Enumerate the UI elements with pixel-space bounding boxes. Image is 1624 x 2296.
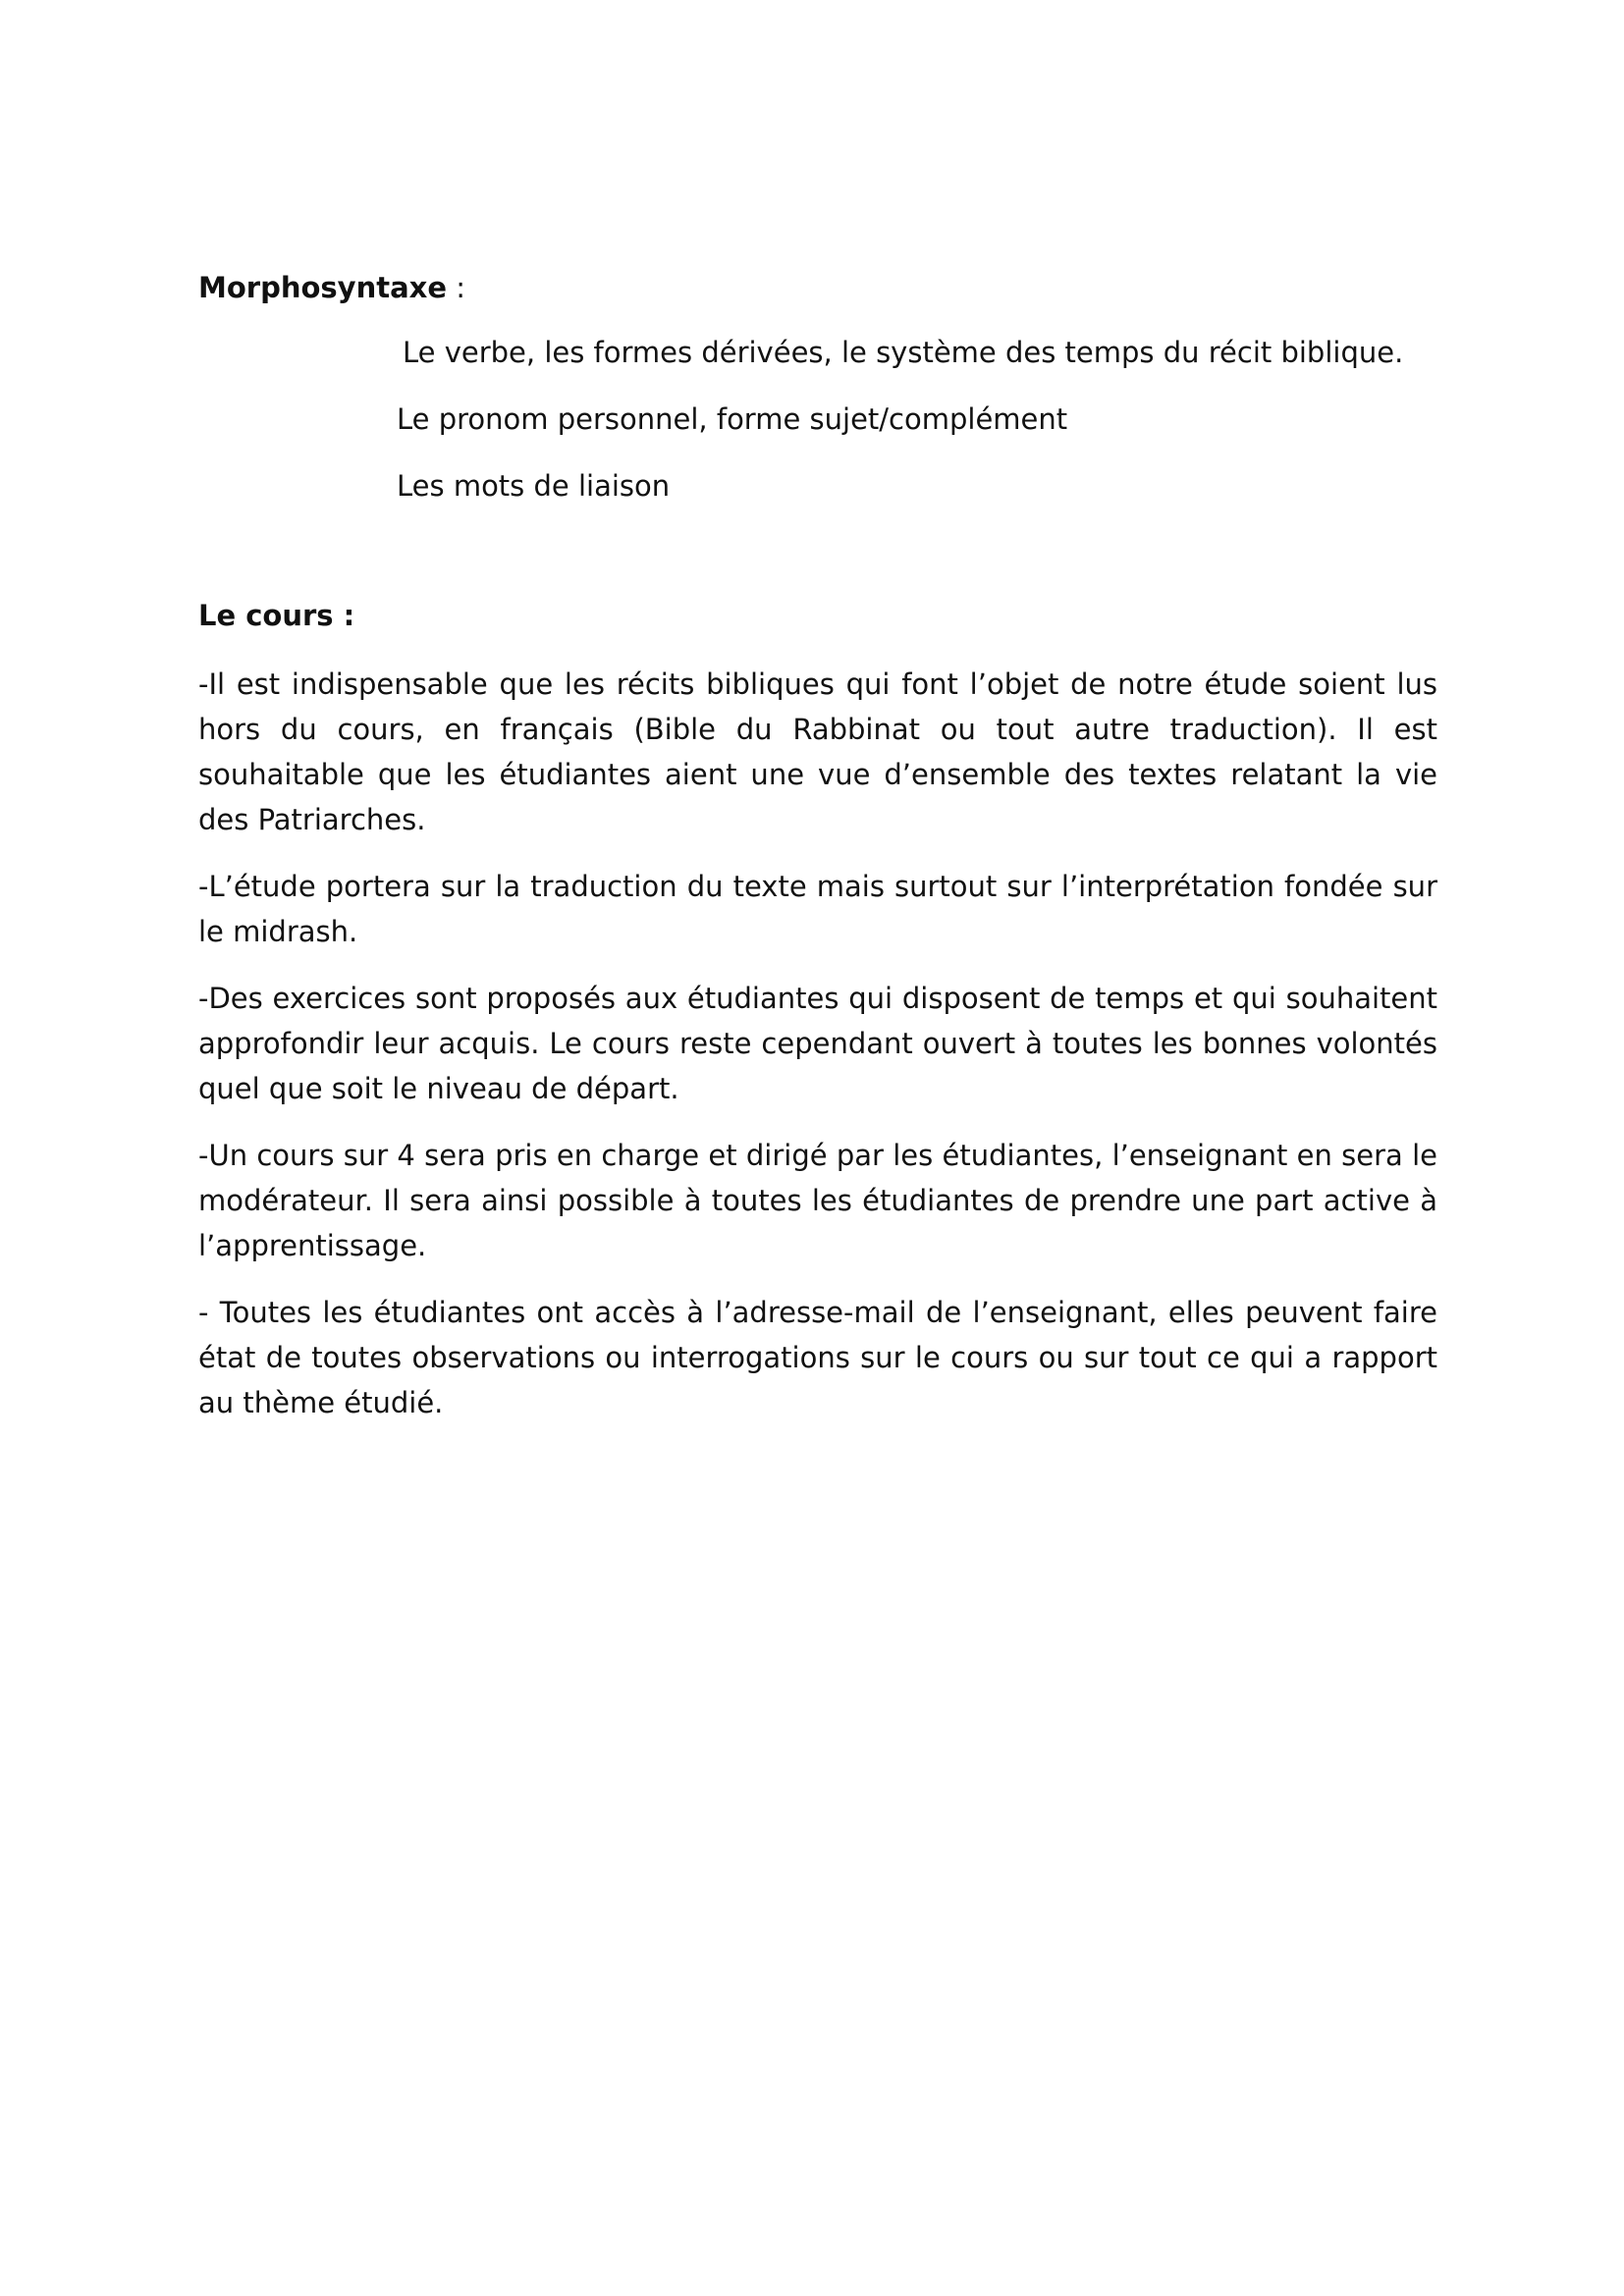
- morphosyntaxe-colon: :: [447, 271, 466, 304]
- morphosyntaxe-item-pronom: Le pronom personnel, forme sujet/complément: [397, 402, 1068, 436]
- cours-paragraph-etude: -L’étude portera sur la traduction du texte mais surtout sur l’interprétation fondée sur le midrash.: [198, 870, 1437, 948]
- morphosyntaxe-item-verbe: Le verbe, les formes dérivées, le système des temps du récit biblique.: [403, 336, 1404, 369]
- morphosyntaxe-heading: [198, 267, 1437, 308]
- morphosyntaxe-section: [198, 267, 1437, 507]
- cours-paragraph-contact: - Toutes les étudiantes ont accès à l’adresse-mail de l’enseignant, elles peuvent faire état de toutes observations ou interrogations sur le cours ou sur tout ce qui a rapport au thème étudié.: [198, 1296, 1437, 1419]
- cours-paragraph-lecture: -Il est indispensable que les récits bibliques qui font l’objet de notre étude soient lus hors du cours, en français (Bible du Rabbinat ou tout autre traduction). Il est souhaitable que les étudiantes aient une vue d’ensemble des textes relatant la vie des Patriarches.: [198, 667, 1437, 836]
- cours-section: [198, 595, 1437, 1425]
- morphosyntaxe-list: [198, 332, 1437, 507]
- cours-heading: Le cours :: [198, 599, 355, 632]
- cours-paragraph-exercices: -Des exercices sont proposés aux étudiantes qui disposent de temps et qui souhaitent approfondir leur acquis. Le cours reste cependant ouvert à toutes les bonnes volontés quel que soit le niveau de départ.: [198, 982, 1437, 1105]
- document-body: [198, 267, 1437, 1447]
- morphosyntaxe-item-mots-liaison: Les mots de liaison: [397, 469, 671, 503]
- cours-paragraph-moderation: -Un cours sur 4 sera pris en charge et dirigé par les étudiantes, l’enseignant en sera le modérateur. Il sera ainsi possible à toutes les étudiantes de prendre une part active à l’apprentissage.: [198, 1139, 1437, 1262]
- morphosyntaxe-title: Morphosyntaxe: [198, 271, 448, 304]
